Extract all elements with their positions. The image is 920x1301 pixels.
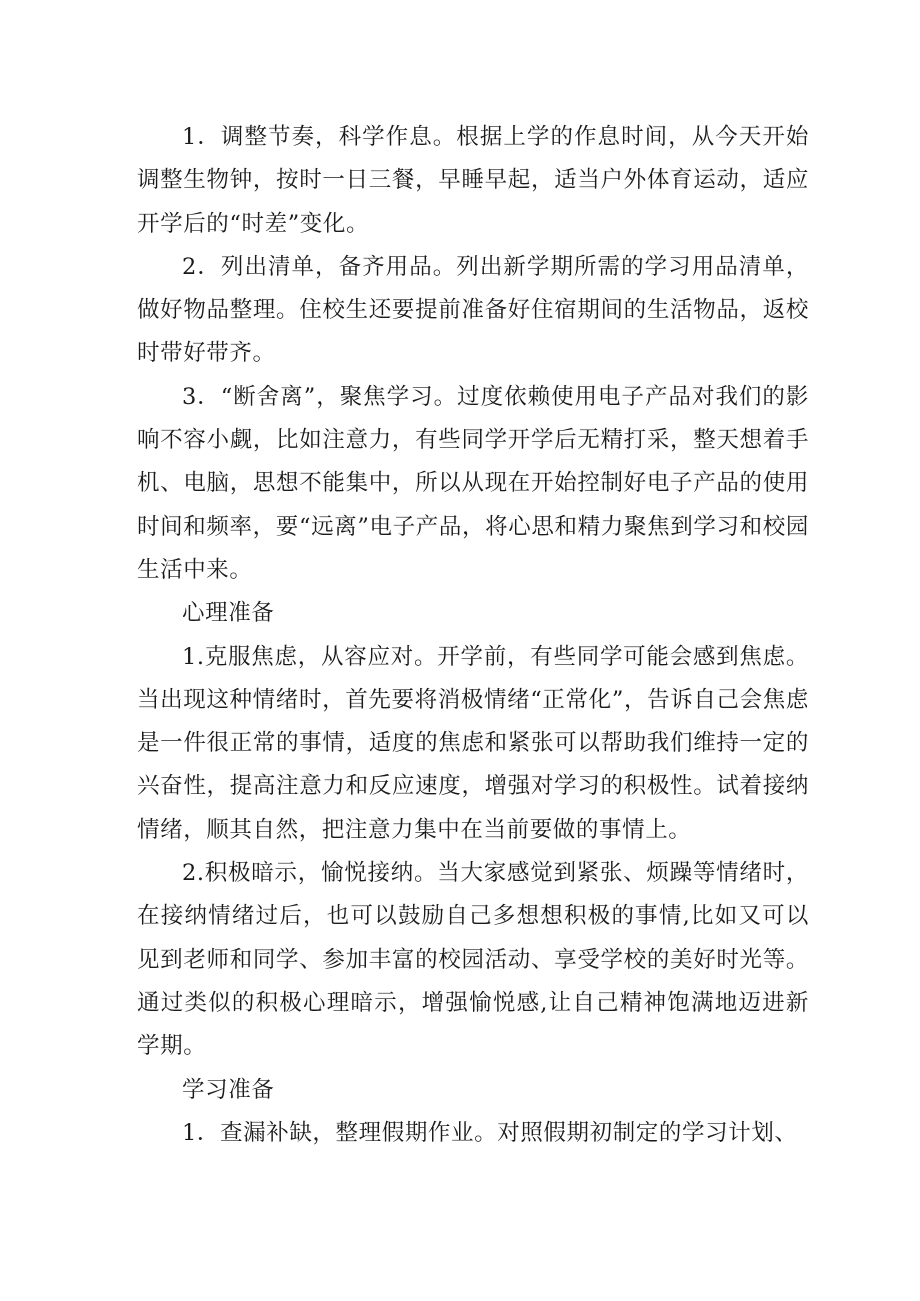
paragraph-overcome-anxiety: 1.克服焦虑，从容应对。开学前，有些同学可能会感到焦虑。当出现这种情绪时，首先要将消极情绪“正常化”，告诉自己会焦虑是一件很正常的事情，适度的焦虑和紧张可以帮助我们维持一定的兴奋性，提高注意力和反应速度，增强对学习的积极性。试着接纳情绪，顺其自然，把注意力集中在当前要做的事情上。 [137, 643, 809, 843]
section-heading-psychological: 心理准备 [182, 600, 275, 627]
paragraph-adjust-rhythm: 1．调整节奏，科学作息。根据上学的作息时间，从今天开始调整生物钟，按时一日三餐，早睡早起，适当户外体育运动，适应开学后的“时差”变化。 [137, 124, 809, 237]
paragraph-review-homework: 1．查漏补缺，整理假期作业。对照假期初制定的学习计划、 [182, 1119, 798, 1146]
section-heading-study: 学习准备 [182, 1076, 275, 1103]
document-body [137, 116, 809, 1155]
paragraph-positive-suggestion: 2.积极暗示，愉悦接纳。当大家感觉到紧张、烦躁等情绪时，在接纳情绪过后，也可以鼓励自己多想想积极的事情,比如又可以见到老师和同学、参加丰富的校园活动、享受学校的美好时光等。通过类似的积极心理暗示，增强愉悦感,让自己精神饱满地迈进新学期。 [137, 860, 809, 1060]
paragraph-focus-study: 3．“断舍离”，聚焦学习。过度依赖使用电子产品对我们的影响不容小觑，比如注意力，有些同学开学后无精打采，整天想着手机、电脑，思想不能集中，所以从现在开始控制好电子产品的使用时间和频率，要“远离”电子产品，将心思和精力聚焦到学习和校园生活中来。 [137, 383, 809, 583]
paragraph-prepare-supplies: 2．列出清单，备齐用品。列出新学期所需的学习用品清单，做好物品整理。住校生还要提前准备好住宿期间的生活物品，返校时带好带齐。 [137, 253, 809, 367]
